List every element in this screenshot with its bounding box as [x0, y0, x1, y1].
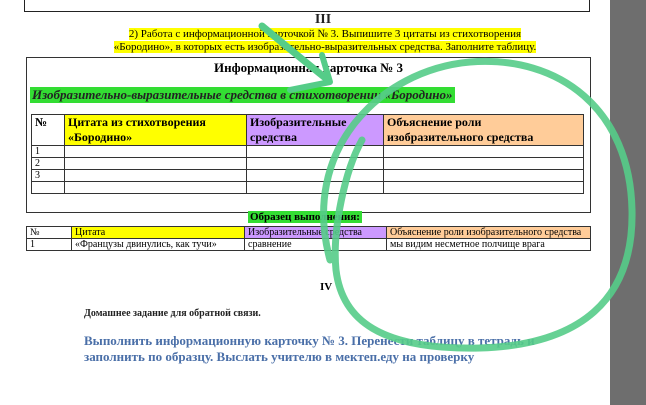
sample-col-explanation: Объяснение роли изобразительного средства — [387, 227, 591, 239]
sample-label: Образец выполнения: — [250, 211, 360, 223]
row-number: 3 — [32, 170, 65, 182]
row-number: 2 — [32, 158, 65, 170]
row-number: 1 — [32, 146, 65, 158]
sample-col-quote: Цитата — [72, 227, 245, 239]
section-number-iv: IV — [320, 281, 333, 293]
sample-col-device: Изобразительные средства — [245, 227, 387, 239]
sample-col-number: № — [27, 227, 72, 239]
col-number: № — [32, 115, 65, 146]
sample-cell: 1 — [27, 239, 72, 251]
card-title: Информационная карточка № 3 — [213, 60, 404, 75]
sample-cell: сравнение — [245, 239, 387, 251]
homework-text: Выполнить информационную карточку № 3. Перенести таблицу в тетрадь и заполнить по образцу. Выслать учителю в мектеп.еду на проверку — [84, 333, 535, 364]
sample-cell: мы видим несметное полчище врага — [387, 239, 591, 251]
annotation-arrow-line — [262, 26, 328, 80]
task-line-2: «Бородино», в которых есть изобразительно-выразительных средства. Заполните таблицу. — [113, 41, 537, 53]
col-device: Изобразительные средства — [247, 115, 384, 146]
col-quote: Цитата из стихотворения «Бородино» — [65, 115, 247, 146]
col-explanation: Объяснение роли изобразительного средства — [384, 115, 584, 146]
section-number-iii: III — [314, 12, 332, 27]
card-subtitle: Изобразительно-выразительные средства в стихотворении «Бородино» — [32, 87, 453, 102]
homework-label: Домашнее задание для обратной связи. — [84, 308, 261, 319]
task-line-1: 2) Работа с информационной карточкой № 3. Выпишите 3 цитаты из стихотворения — [128, 28, 522, 40]
annotation-circle — [324, 61, 632, 348]
sample-cell: «Французы двинулись, как тучи» — [72, 239, 245, 251]
